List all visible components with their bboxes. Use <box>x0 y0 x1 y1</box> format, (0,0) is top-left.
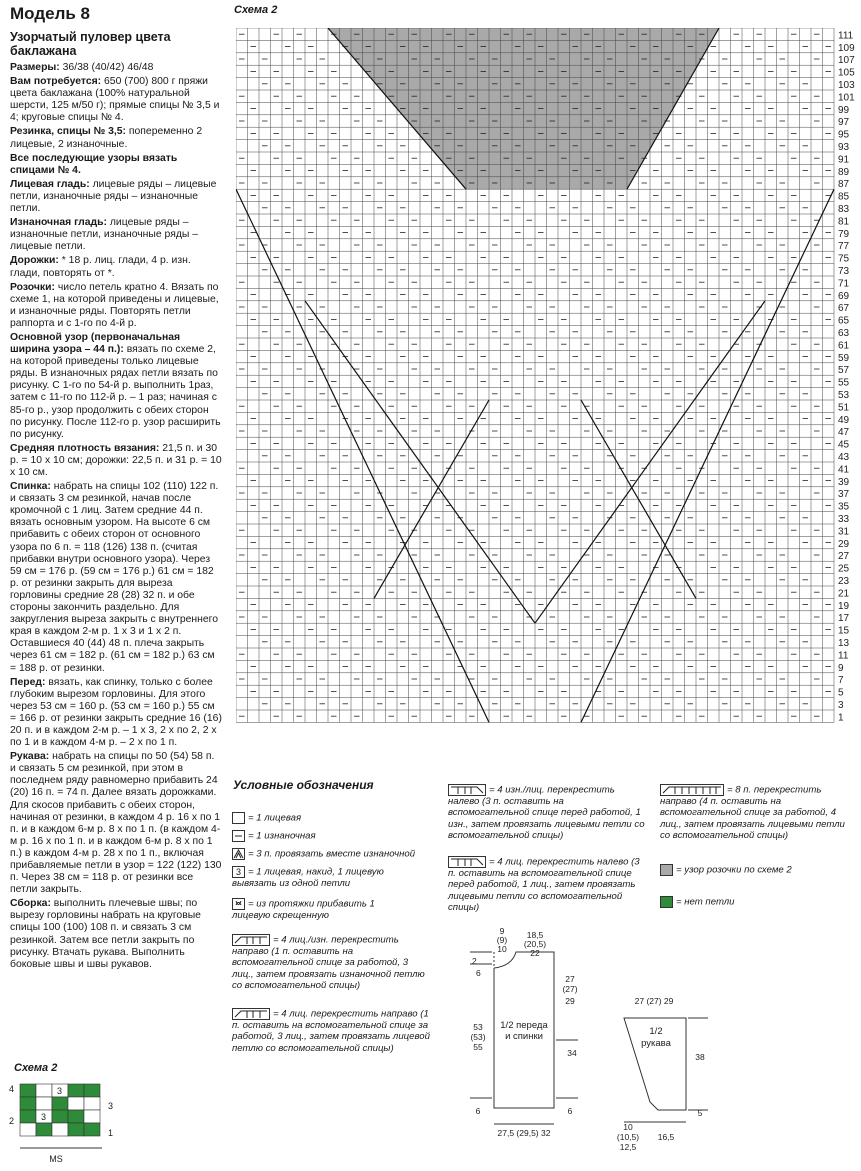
row-number: 53 <box>838 390 850 401</box>
small-cell <box>84 1123 100 1136</box>
small-cell <box>68 1097 84 1110</box>
front-center-2: и спинки <box>505 1031 543 1042</box>
small-cell <box>36 1084 52 1097</box>
small-cell <box>52 1097 68 1110</box>
legend-m1: = из протяжки прибавить 1 лицевую скрещенную <box>232 898 375 921</box>
row-number: 51 <box>838 402 850 414</box>
small-row-2: 2 <box>9 1116 15 1126</box>
small-row-4: 4 <box>9 1084 15 1094</box>
small-row-3: 3 <box>108 1101 114 1111</box>
front-right-2: (27) <box>562 984 578 994</box>
small-cell <box>68 1110 84 1123</box>
front-top-label-3: 10 <box>497 944 507 954</box>
front-left-2: (53) <box>470 1032 486 1042</box>
front-top2-label-3: 22 <box>530 948 540 958</box>
row-number: 23 <box>838 576 850 587</box>
small-cell <box>36 1097 52 1110</box>
row-number: 19 <box>838 600 850 612</box>
row-number: 59 <box>838 352 850 364</box>
row-number: 43 <box>838 452 850 463</box>
small-cell <box>84 1084 100 1097</box>
legend-no-stitch: = нет петли <box>660 896 734 908</box>
row-number: 33 <box>838 514 850 525</box>
sleeve-center-1: 1/2 <box>649 1026 663 1037</box>
small-cell <box>20 1084 36 1097</box>
stockinette-paragraph: Лицевая гладь: лицевые ряды – лицевые петли, изнаночные ряды – изнаночные петли. <box>10 178 217 215</box>
row-number: 77 <box>838 241 850 253</box>
row-number: 81 <box>838 216 850 228</box>
row-number: 5 <box>838 687 844 699</box>
front-back-pattern <box>462 928 592 1143</box>
row-number: 109 <box>838 42 855 54</box>
legend-p3tog: = 3 п. провязать вместе изнаночной <box>232 848 415 860</box>
row-number: 21 <box>838 588 850 600</box>
knitting-chart <box>236 28 856 728</box>
row-number: 7 <box>838 675 844 687</box>
row-number: 61 <box>838 340 850 352</box>
row-number: 57 <box>838 365 850 377</box>
sleeve-bottom-right: 16,5 <box>657 1132 675 1142</box>
small-cell <box>52 1110 68 1123</box>
row-number: 71 <box>838 278 850 290</box>
purl-symbol-icon <box>232 830 245 842</box>
row-number: 73 <box>838 266 850 277</box>
legend-cross-right-k: = 4 лиц. перекрестить направо (1 п. оставить на вспомогательной спице за работой, 3 лиц., затем провязать лицевой петлю со вспомогательной спицы) <box>232 1008 430 1054</box>
cable-8-icon <box>660 784 724 796</box>
model-subtitle: Узорчатый пуловер цвета баклажана <box>10 30 171 58</box>
row-number: 29 <box>838 538 850 550</box>
front-top-label-2: (9) <box>496 935 508 945</box>
row-number: 89 <box>838 166 850 178</box>
row-number: 35 <box>838 501 850 513</box>
front-top-label-1: 9 <box>499 928 505 936</box>
cable-left-k-icon <box>448 856 486 868</box>
front-left-top: 2 <box>472 956 477 966</box>
row-number: 17 <box>838 613 850 625</box>
row-number: 107 <box>838 55 855 67</box>
small-cell <box>68 1084 84 1097</box>
front-left-3: 55 <box>473 1042 483 1052</box>
row-number: 105 <box>838 67 855 79</box>
reverse-paragraph: Изнаночная гладь: лицевые ряды – изнаночные петли, изнаночные ряды – лицевые петли. <box>10 217 199 253</box>
small-chart-title: Схема 2 <box>14 1062 58 1074</box>
front-left-top2: 6 <box>476 968 481 978</box>
row-number: 85 <box>838 191 850 203</box>
no-stitch-swatch-icon <box>660 896 673 908</box>
small-cell <box>20 1123 36 1136</box>
small-row-1: 1 <box>108 1128 114 1138</box>
sizes-paragraph: Размеры: 36/38 (40/42) 46/48 <box>10 62 154 73</box>
front-right-1: 27 <box>565 974 575 984</box>
sleeve-center-2: рукава <box>641 1038 671 1049</box>
row-number: 1 <box>838 712 844 724</box>
row-number: 93 <box>838 142 850 153</box>
cable-left-pk-icon <box>448 784 486 796</box>
small-ms-label: MS <box>49 1154 63 1164</box>
small-cell <box>84 1110 100 1123</box>
row-number: 69 <box>838 290 850 302</box>
row-number: 55 <box>838 377 850 389</box>
twisted-increase-icon <box>232 898 245 910</box>
legend-cross-left-k: = 4 лиц. перекрестить налево (3 п. оставить на вспомогательной спице перед работой, 1 лиц., затем провязать лицевыми петли со вспомогательной спицы) <box>448 856 640 913</box>
row-number: 103 <box>838 80 855 91</box>
sleeves-paragraph: Рукава: набрать на спицы по 50 (54) 58 п. и связать 5 см резинкой, при этом в последнем ряду равномерно прибавить 24 (20) 16 п. = 74 п. Далее вязать дорожками. Для скосов прибавить с обеих сторон, начиная от резинки, в каждом 4 р. 16 х по 1 п. и в каждом 6-м р. 8 х по 1 п. (в каждом 4-м р. 16 х по 1 п. и в каждом 6-м р. 8 х по 1 п.) в каждом 4-м р. 28 х по 1 п., включая прибавляемые петли в узор = 122 (122) 130 п. Через 38 см = 118 р. от резинки все петли закрыть. <box>10 751 222 896</box>
small-cell-3: 3 <box>41 1112 47 1122</box>
front-top2-label-2: (20,5) <box>523 939 547 949</box>
sleeve-right-bottom: 5 <box>697 1108 703 1118</box>
back-paragraph: Спинка: набрать на спицы 102 (110) 122 п. и связать 3 см резинкой, начав после кромочной с 1 лиц. Затем средние 44 п. вязать основным узором. На высоте 6 см прибавить с обеих сторон от основного узора по 6 п. = 118 (126) 138 п. (считая прибавки внутри основного узора). Через 59 см = 176 р. (59 см = 176 р.) 61 см = 182 р. от резинки закрыть для выреза горловины средние 28 (28) 32 п. и обе стороны закончить раздельно. Для закругления выреза закрыть с внутреннего края в каждом 2-м р. 1 х 3 и 1 х 2 п. Оставшиеся 40 (44) 48 п. плеча закрыть через 61 см = 182 р. (61 см = 182 р.) 63 см = 188 р. от резинки. <box>10 481 219 674</box>
row-number: 13 <box>838 638 850 649</box>
small-cell <box>84 1097 100 1110</box>
sleeve-top: 27 (27) 29 <box>634 996 674 1006</box>
row-number: 27 <box>838 551 850 563</box>
row-number: 91 <box>838 154 850 166</box>
main-pattern-paragraph: Основной узор (первоначальная ширина узора – 44 п.): вязать по схеме 2, на которой приведены только лицевые ряды. В изнаночных рядах петли вязать по рисунку. С 1-го по 54-й р. выполнить 1раз, затем с 11-го по 112-й р. – 1 раз; начиная с 85-го р., узор продолжить с обеих сторон по рисунку. После 112-го р. узор расширить по рисунку. <box>10 331 221 440</box>
row-number: 11 <box>838 650 849 662</box>
small-cell <box>52 1123 68 1136</box>
row-number: 25 <box>838 563 850 575</box>
row-number: 37 <box>838 489 850 501</box>
small-cell <box>68 1123 84 1136</box>
scheme2-title: Схема 2 <box>234 4 278 16</box>
model-title: Модель 8 <box>10 4 90 23</box>
rose-swatch-icon <box>660 864 673 876</box>
row-number: 65 <box>838 315 850 327</box>
row-number: 83 <box>838 204 850 215</box>
legend-cross-8: = 8 п. перекрестить направо (4 п. оставить на вспомогательной спице за работой, 4 лиц., затем провязать лицевыми петли со вспомогательной спицы) <box>660 784 845 841</box>
knit-symbol-icon <box>232 812 245 824</box>
row-number: 31 <box>838 526 850 538</box>
row-number: 47 <box>838 427 850 439</box>
legend-cross-right-kp: = 4 лиц./изн. перекрестить направо (1 п. оставить на вспомогательной спице за работой, 3 лиц., затем провязать изнаночной петлю со вспомогательной спицы) <box>232 934 425 991</box>
row-number: 39 <box>838 476 850 488</box>
row-number: 41 <box>838 464 850 476</box>
tracks-paragraph: Дорожки: * 18 р. лиц. глади, 4 р. изн. глади, повторять от *. <box>10 255 191 279</box>
front-bottom-left: 6 <box>475 1106 481 1116</box>
row-number: 99 <box>838 104 850 116</box>
front-right-3: 29 <box>565 996 575 1006</box>
next-paragraph: Все последующие узоры вязать спицами № 4. <box>10 152 178 176</box>
row-number: 67 <box>838 303 850 315</box>
row-number: 111 <box>838 30 854 42</box>
sleeve-bottom-left-1: 10 <box>623 1122 633 1132</box>
small-cell <box>20 1097 36 1110</box>
assembly-paragraph: Сборка: выполнить плечевые швы; по вырезу горловины набрать на круговые спицы 100 (100) 108 п. и связать 3 см резинкой. Затем все петли закрыть по рисунку. Втачать рукава. Выполнить боковые швы и швы рукавов. <box>10 898 201 970</box>
row-number: 97 <box>838 117 850 129</box>
legend-cross-left-pk: = 4 изн./лиц. перекрестить налево (3 п. оставить на вспомогательной спице перед работой, 1 изн., затем провязать лицевыми петли со вспомогательной спицы) <box>448 784 645 841</box>
row-number: 87 <box>838 179 850 191</box>
sleeve-pattern <box>612 990 722 1155</box>
row-number: 63 <box>838 328 850 339</box>
row-number: 101 <box>838 92 855 104</box>
p3tog-symbol-icon <box>232 848 245 860</box>
instructions-column <box>10 4 222 973</box>
small-cell <box>36 1123 52 1136</box>
density-paragraph: Средняя плотность вязания: 21,5 п. и 30 р. = 10 х 10 см; дорожки: 22,5 п. и 31 р. = 10 х 10 см. <box>10 442 222 478</box>
front-top2-label-1: 18,5 <box>526 930 544 940</box>
legend-increase-3: 3 = 1 лицевая, накид, 1 лицевую вывязать из одной петли <box>232 866 384 889</box>
row-number: 75 <box>838 253 850 265</box>
legend-rose: = узор розочки по схеме 2 <box>660 864 792 876</box>
roses-paragraph: Розочки: число петель кратно 4. Вязать по схеме 1, на которой приведены и лицевые, и изнаночные ряды. Повторять петли раппорта и с 1-го по 4-й р. <box>10 281 219 329</box>
front-bottom: 27,5 (29,5) 32 <box>497 1128 551 1138</box>
row-number: 15 <box>838 625 850 637</box>
three-from-one-icon: 3 <box>232 866 245 878</box>
row-number: 49 <box>838 414 850 426</box>
legend-knit: = 1 лицевая <box>232 812 301 824</box>
front-right-mid: 34 <box>567 1048 577 1058</box>
yarn-paragraph: Вам потребуется: 650 (700) 800 г пряжи цвета баклажана (100% натуральной шерсти, 125 м/50 г); прямые спицы № 3,5 и 4; круговые спицы № 4. <box>10 76 220 124</box>
cable-right-k-icon <box>232 1008 270 1020</box>
row-number: 79 <box>838 228 850 240</box>
sleeve-right: 38 <box>695 1052 705 1062</box>
sleeve-bottom-left-3: 12,5 <box>619 1142 637 1152</box>
front-center-1: 1/2 переда <box>500 1020 548 1031</box>
small-cell-3: 3 <box>57 1086 63 1096</box>
row-number: 3 <box>838 700 844 711</box>
row-number: 95 <box>838 129 850 141</box>
legend-purl: = 1 изнаночная <box>232 830 316 842</box>
front-paragraph: Перед: вязать, как спинку, только с более глубоким вырезом горловины. Для этого через 53 см = 160 р. (53 см = 160 р.) 55 см = 166 р. от резинки закрыть средние 16 (16) 20 п. и в каждом 2-м р. – 1 х 3, 2 х по 2, 2 х по 1 и в каждом 4-м р. – 2 х по 1 п. <box>10 676 222 749</box>
row-number: 9 <box>838 662 844 674</box>
legend-title: Условные обозначения <box>233 778 374 792</box>
small-cell <box>20 1110 36 1123</box>
small-chart <box>6 1078 136 1168</box>
rib-paragraph: Резинка, спицы № 3,5: попеременно 2 лицевые, 2 изнаночные. <box>10 126 203 150</box>
front-left-1: 53 <box>473 1022 483 1032</box>
row-number: 45 <box>838 439 850 451</box>
cable-right-kp-icon <box>232 934 270 946</box>
front-bottom-right: 6 <box>567 1106 573 1116</box>
sleeve-bottom-left-2: (10,5) <box>616 1132 640 1142</box>
